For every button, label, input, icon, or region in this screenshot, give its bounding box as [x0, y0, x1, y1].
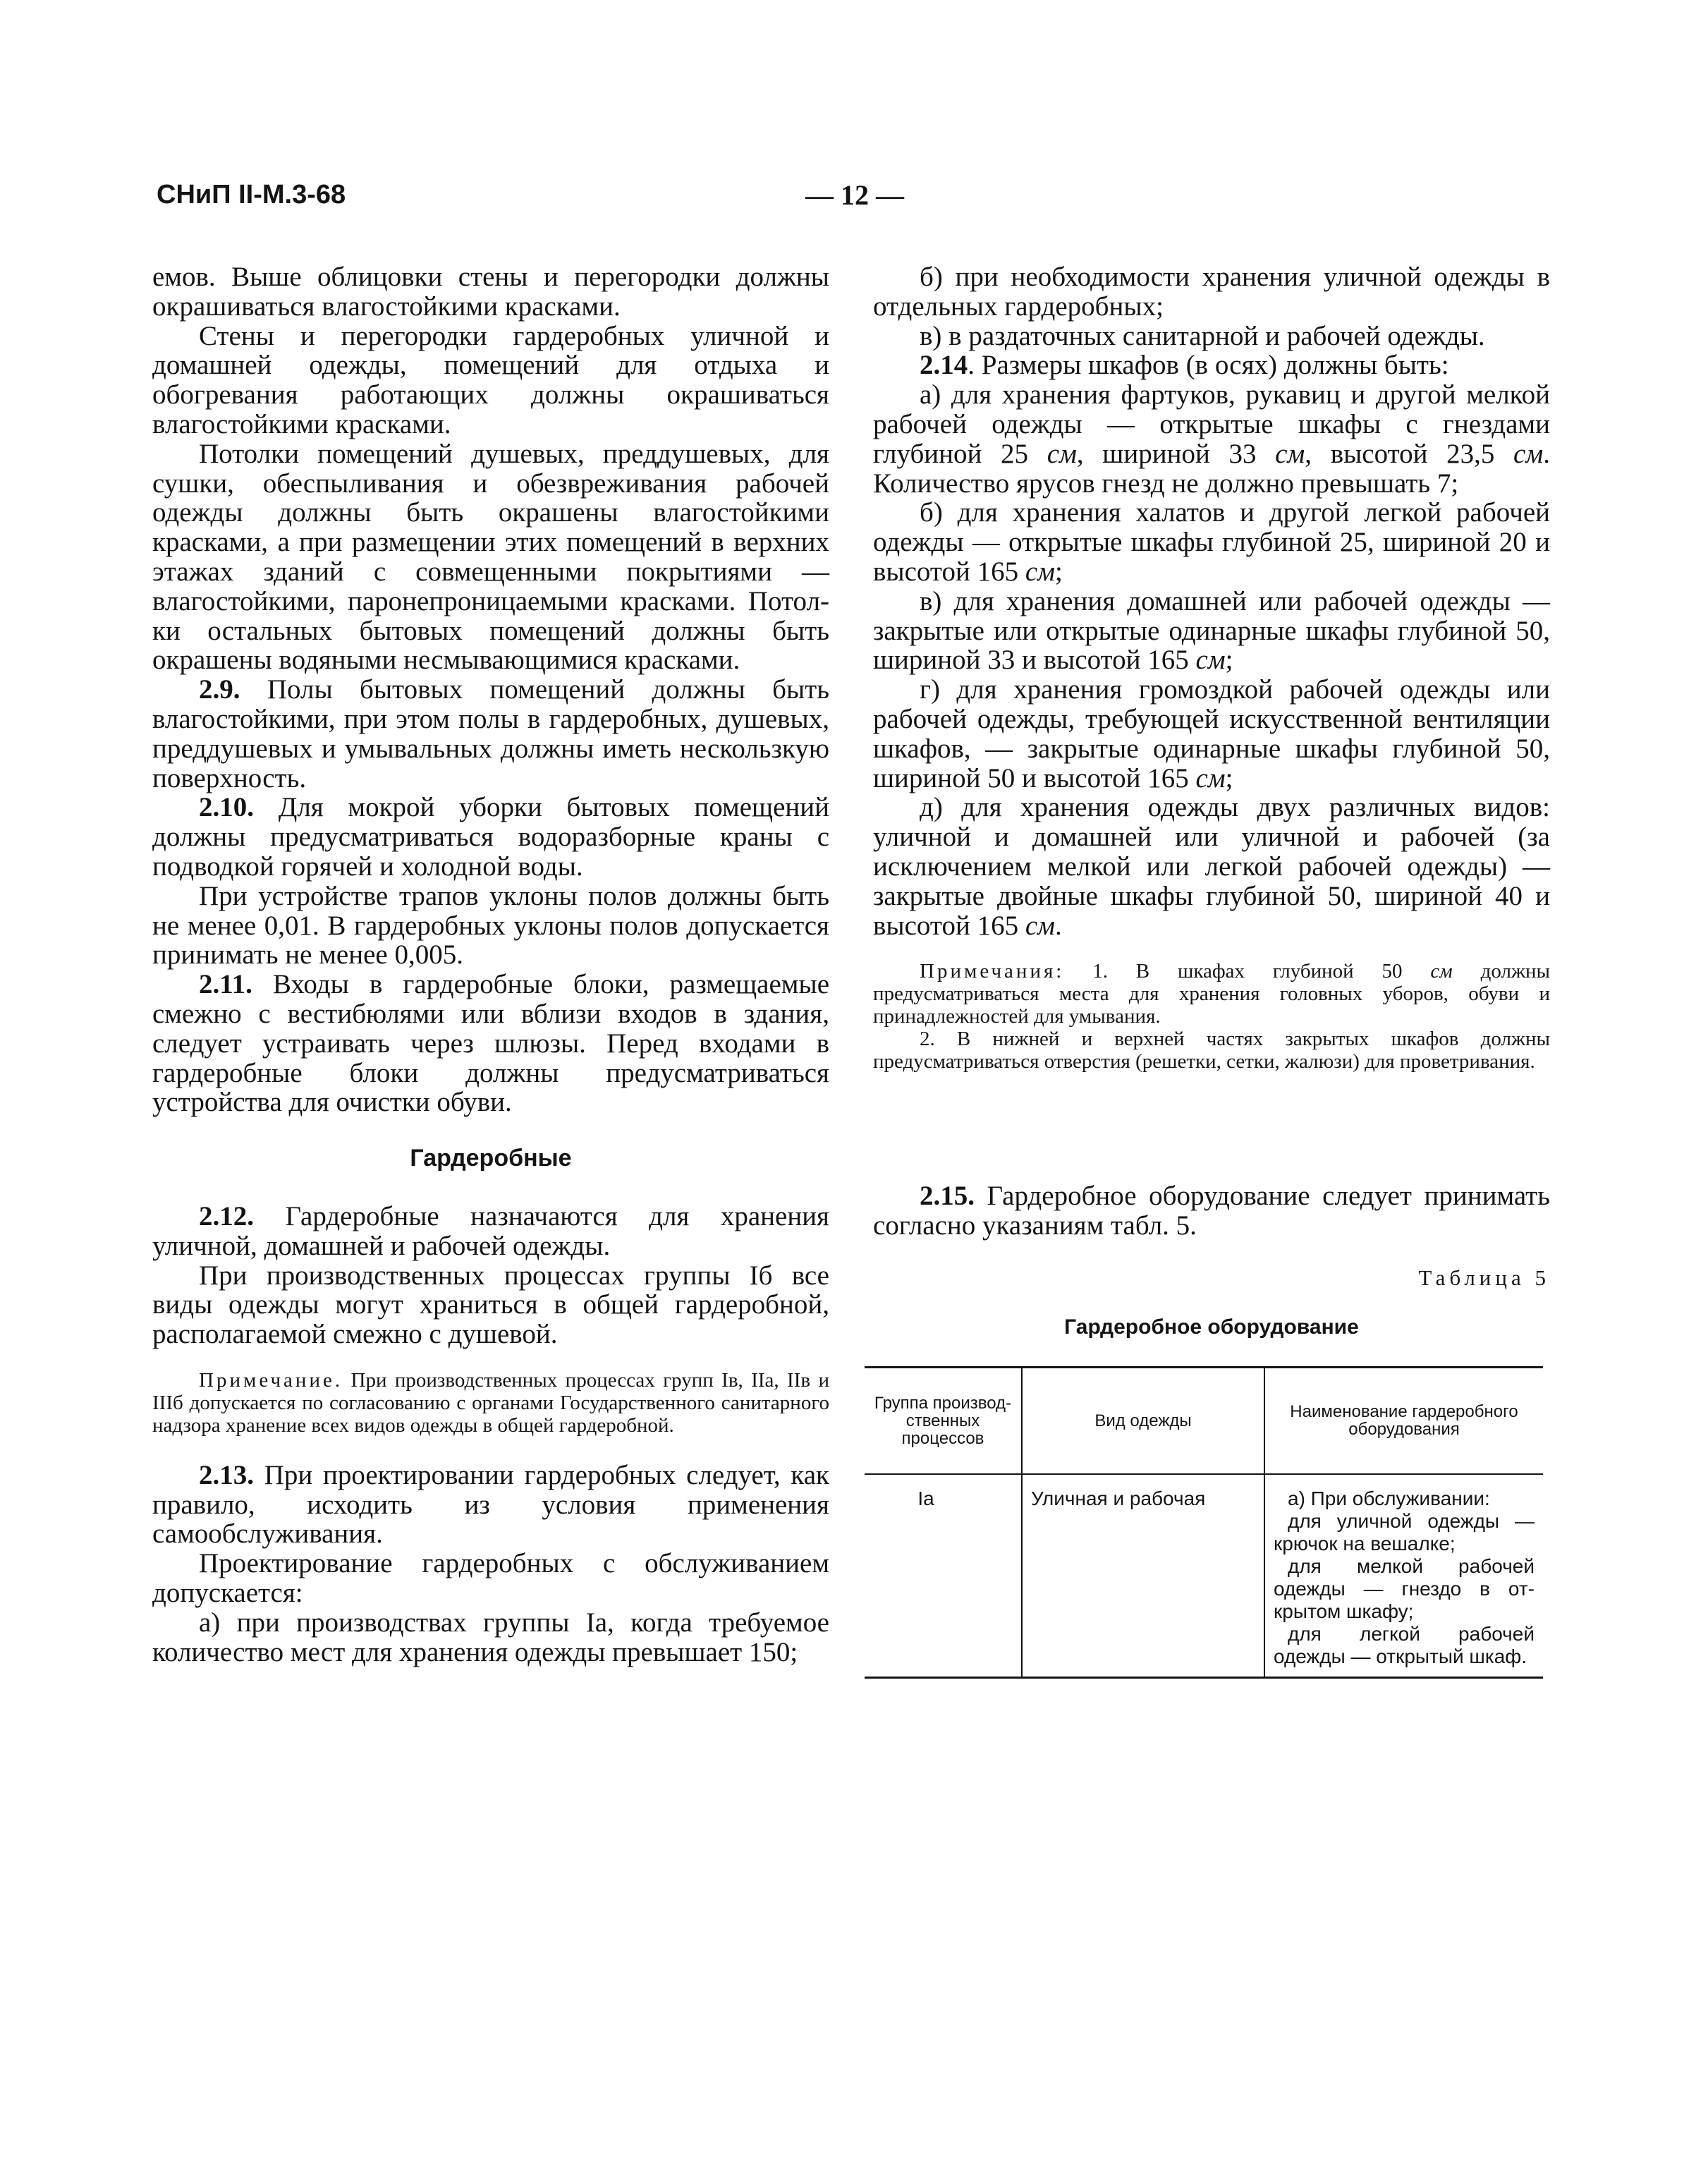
unit: см: [1025, 556, 1056, 587]
list-item: б) при необходимости хранения уличной одежды в отдельных гардеробных;: [873, 262, 1550, 322]
cell-line: а) При обслуживании:: [1288, 1487, 1490, 1509]
list-item: [873, 380, 1550, 498]
list-item: [873, 498, 1550, 586]
right-column: [873, 262, 1550, 1679]
section-title: Гардеробные: [410, 1145, 572, 1172]
clause-2-10: [152, 793, 829, 881]
paragraph: Потолки помещений душевых, преддушевых, для сушки, обеспыливания и обезвреживания рабочей одежды должны быть окрашены влагостойкими красками, а при размещении этих помещений в верхних этажах зданий с совмещенными покрытиями — влагостойкими, паронепроницаемыми красками. Потолки остальных бытовых помещений должны быть окрашены водяными несмывающимися красками.: [152, 438, 829, 676]
text: ;: [1055, 556, 1063, 587]
note-text: должны предусматриваться места для хранения головных уборов, обуви и принадлежностей для умывания.: [873, 960, 1550, 1028]
page-header: [157, 180, 1553, 222]
clause-2-11: [152, 970, 829, 1117]
table-label: Таблица 5: [1418, 1265, 1550, 1290]
column-header: Группа производственных процессов: [865, 1367, 1022, 1474]
table-title: Гардеробное оборудование: [1064, 1315, 1359, 1339]
clause-text: Гардеробное оборудование следует принимать согласно указаниям табл. 5.: [873, 1181, 1550, 1241]
clause-number: 2.13.: [199, 1459, 254, 1490]
clause-number: 2.9.: [199, 674, 240, 705]
clause-2-14: [873, 351, 1550, 380]
note: [152, 1369, 829, 1437]
column-header: Вид одежды: [1022, 1367, 1264, 1474]
table-cell: Iа: [865, 1474, 1022, 1678]
clause-2-12: [152, 1202, 829, 1261]
clause-text: . Размеры шкафов (в осях) должны быть:: [968, 350, 1449, 381]
page-number: — 12 —: [805, 179, 904, 211]
list-item: [873, 793, 1550, 940]
paragraph: Проектирование гардеробных с обслуживанием допускается:: [152, 1548, 829, 1609]
text: . Количество ярусов гнезд не должно превышать 7;: [873, 438, 1550, 499]
note-text: При производственных процессах групп Iв, IIа, IIв и IIIб допускается по согласованию с органами Государственного санитарного надзора хранение всех видов одежды в общей гардеробной.: [152, 1368, 829, 1437]
unit: см: [1025, 910, 1056, 941]
note-label: Примечание.: [199, 1368, 343, 1392]
paragraph: емов. Выше облицовки стены и перегородки должны окрашиваться влагостойкими красками.: [152, 262, 829, 322]
unit: см: [1195, 762, 1226, 793]
equipment-table: [865, 1366, 1543, 1679]
list-item: [873, 587, 1550, 675]
list-item: [873, 675, 1550, 793]
text: .: [1055, 910, 1062, 941]
text: в) для хранения домашней или рабочей одежды — закрытые или открытые одинарные шкафы глубиной 50, шириной 33 и высотой 165: [873, 585, 1550, 676]
spacer: [873, 1097, 1550, 1181]
unit: см: [1195, 645, 1226, 676]
clause-number: 2.11.: [199, 969, 252, 1000]
clause-text: Гардеробные назначаются для хранения уличной, домашней и рабочей одежды.: [152, 1200, 829, 1261]
note-2: 2. В нижней и верхней частях закрытых шкафов должны предусматриваться отверстия (решетки, сетки, жалюзи) для проветривания.: [873, 1028, 1550, 1073]
table-cell: [1264, 1474, 1543, 1678]
note-text: 1. В шкафах глубиной 50: [1064, 960, 1431, 983]
clause-2-9: [152, 675, 829, 793]
notes-label: Примечания:: [920, 960, 1065, 983]
table-header-row: [865, 1367, 1543, 1474]
unit: см: [1275, 438, 1305, 469]
left-column: [152, 262, 829, 1667]
clause-number: 2.10.: [199, 792, 254, 823]
text: б) для хранения халатов и другой легкой рабочей одежды — открытые шкафы глубиной 25, шириной 20 и высотой 165: [873, 497, 1550, 587]
list-item: в) в раздаточных санитарной и рабочей одежды.: [920, 320, 1485, 351]
clause-2-15: [873, 1181, 1550, 1241]
paragraph: Стены и перегородки гардеробных уличной и домашней одежды, помещений для отдыха и обогревания работающих должны окрашиваться влагостойкими красками.: [152, 320, 829, 439]
clause-number: 2.12.: [199, 1200, 254, 1231]
text: , высотой 23,5: [1305, 438, 1514, 469]
cell-line: для уличной одежды — крючок на вешалке;: [1274, 1509, 1535, 1554]
paragraph: При устройстве трапов уклоны полов должны быть не менее 0,01. В гардеробных уклоны полов допускается принимать не менее 0,005.: [152, 880, 829, 971]
clause-text: Для мокрой уборки бытовых помещений должны предусматриваться водоразборные краны с подводкой горячей и холодной воды.: [152, 792, 829, 882]
table-cell: Уличная и рабочая: [1022, 1474, 1264, 1678]
text: г) для хранения громоздкой рабочей одежды или рабочей одежды, требующей искусственной вентиляции шкафов, — закрытые одинарные шкафы глубиной 50, шириной 50 и высотой 165: [873, 674, 1550, 793]
column-header: Наименование гардеробного оборудования: [1264, 1367, 1543, 1474]
clause-number: 2.15.: [920, 1181, 975, 1212]
unit: см: [1513, 438, 1544, 469]
clause-text: Полы бытовых помещений должны быть влагостойкими, при этом полы в гардеробных, душевых, преддушевых и умывальных должны иметь нескользкую поверхность.: [152, 674, 829, 793]
clause-text: При проектировании гардеробных следует, как правило, исходить из условия применения самообслуживания.: [152, 1459, 829, 1550]
unit: см: [1047, 438, 1077, 469]
clause-text: Входы в гардеробные блоки, размещаемые смежно с вестибюлями или вблизи входов в здания, следует устраивать через шлюзы. Перед входами в гардеробные блоки должны предусматриваться устройства для очистки обуви.: [152, 969, 829, 1118]
text: д) для хранения одежды двух различных видов: уличной и домашней или уличной и рабочей (за исключением мелкой или легкой рабочей одежды) — закрытые двойные шкафы глубиной 50, шириной 40 и высотой 165: [873, 792, 1550, 941]
notes: [873, 960, 1550, 1073]
text: а) для хранения фартуков, рукавиц и другой мелкой рабочей одежды — открытые шкафы с гнездами глубиной 25: [873, 379, 1550, 469]
paragraph: При производственных процессах группы Iб все виды одежды могут храниться в общей гардеробной, располагаемой смежно с душевой.: [152, 1260, 829, 1350]
document-code: СНиП II-М.3-68: [157, 180, 346, 209]
cell-line: для легкой рабочей одежды — открытый шкаф.: [1274, 1622, 1535, 1667]
table-row: [865, 1474, 1543, 1678]
clause-number: 2.14: [920, 350, 968, 381]
text: ;: [1225, 762, 1233, 793]
list-item: а) при производствах группы Iа, когда требуемое количество мест для хранения одежды превышает 150;: [152, 1607, 829, 1667]
cell-line: для мелкой рабочей одежды — гнездо в открытом шкафу;: [1274, 1554, 1535, 1622]
text: ;: [1225, 645, 1233, 676]
unit: см: [1430, 960, 1453, 983]
text: , шириной 33: [1076, 438, 1276, 469]
clause-2-13: [152, 1461, 829, 1549]
